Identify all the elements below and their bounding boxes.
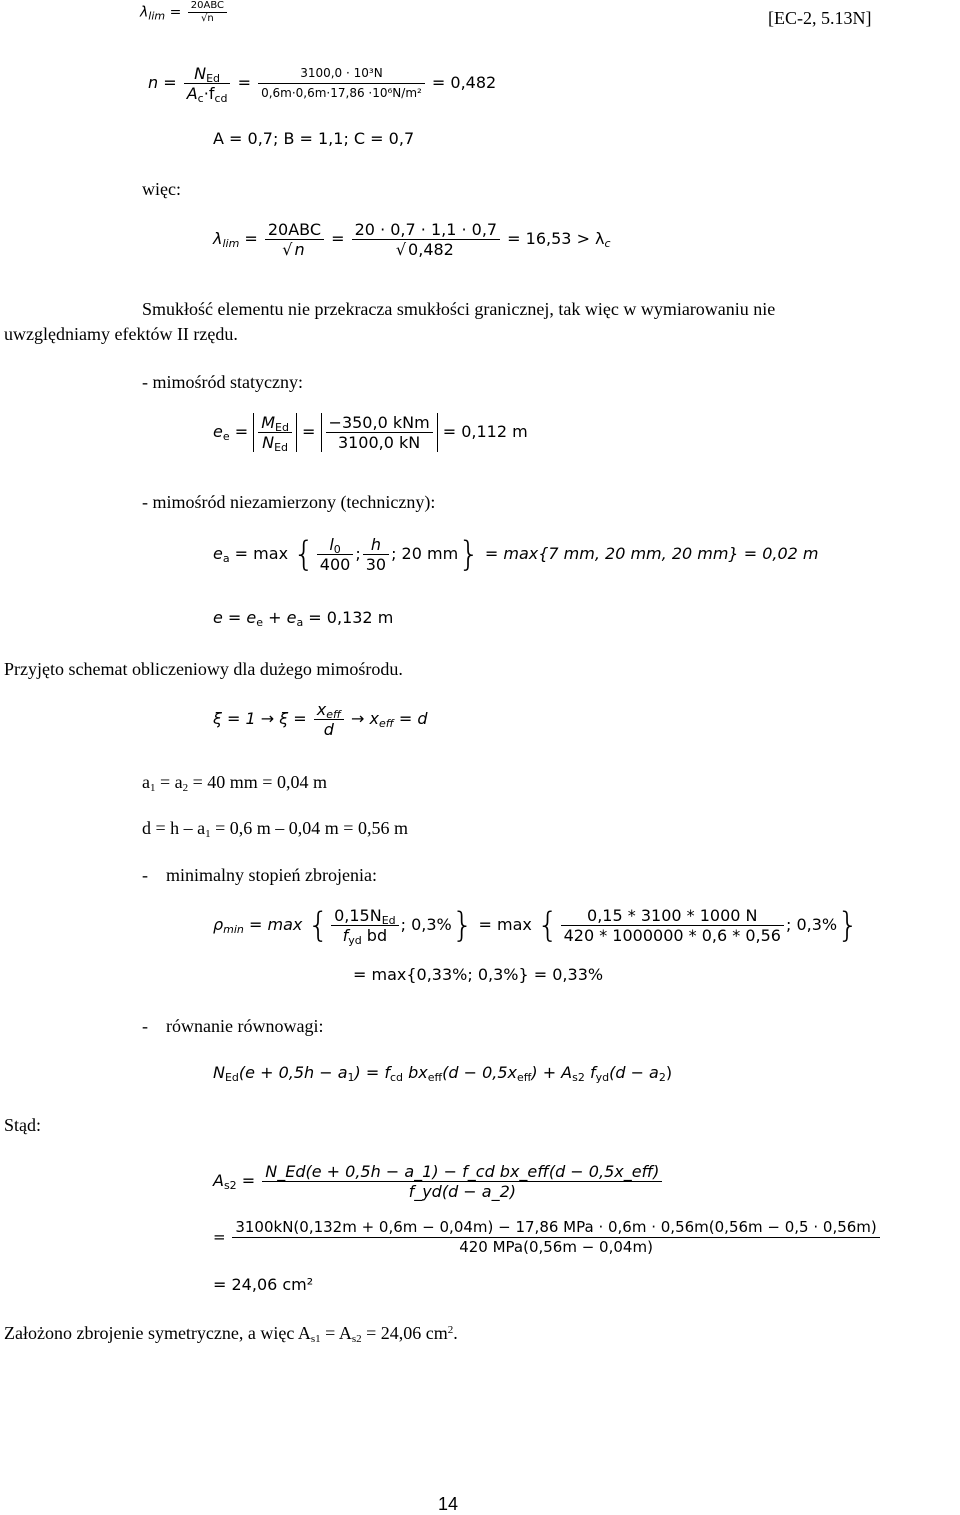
rho-min-equation: $\rho_{min} = \max$ { $\frac{0,15N_{Ed}}{f_{yd} bd}$ ; 0,3%} = max { $\frac{0,15 * 3100 * 1000 N}{420 * 1000000 * 0,6 * 0,56}$ ; 0,3%} (213, 905, 859, 947)
effective-depth-line: $d = h - a_1 = 0,6$ m – 0,04 m = 0,56 m (142, 818, 408, 840)
ee-equation: $e_e$ = $\frac{M_{Ed}}{N_{Ed}}$ = $\frac{\text{−350,0 kNm}}{3100,0 kN}$ = 0,112 m (213, 413, 528, 454)
as2-result: = 24,06 cm² (213, 1275, 314, 1294)
as2-formula: $A_{s2}$ = $\frac{\text{N\_Ed(e + 0,5h − a\_1) − f\_cd bx\_eff(d − 0,5x\_eff)}}{f\_yd(d - a\_2)}$ (213, 1162, 664, 1201)
e-total-equation: $e = e_e + e_a = 0,132$ m (213, 608, 394, 629)
slenderness-paragraph-line2: uwzględniamy efektów II rzędu. (4, 324, 238, 344)
ec2-reference: [EC-2, 5.13N] (768, 8, 872, 28)
n-equation: n = $\frac{N_{Ed}}{A_c\cdot f_{cd}}$ = $\frac{\text{3100,0 · 10³N}}{\text{0,6m·0,6m·17,86 ·10⁶N/m²}}$ = 0,482 (148, 64, 497, 105)
scheme-sentence: Przyjęto schemat obliczeniowy dla dużego mimośrodu. (4, 659, 403, 679)
ea-equation: $e_a = \max$ { $\frac{l_0}{400}$ ; $\frac{h}{30}$ ; 20 mm} = max{7 mm, 20 mm, 20 mm} = 0,02 m (213, 534, 819, 575)
wiec-label: więc: (142, 179, 181, 199)
min-reinforcement-label: - minimalny stopień zbrojenia: (142, 865, 377, 885)
equilibrium-label: - równanie równowagi: (142, 1016, 324, 1036)
rho-min-result: = max{0,33%; 0,3%} = 0,33% (353, 965, 604, 984)
accidental-eccentricity-label: - mimośród niezamierzony (techniczny): (142, 492, 436, 512)
equilibrium-equation: $N_{Ed}(e + 0,5h - a_1) = f_{cd}$ $bx_{eff}(d - 0,5x_{eff}) + A_{s2}$ $f_{yd}(d - a_2)$ (213, 1063, 673, 1084)
abc-coefficients: A = 0,7; B = 1,1; C = 0,7 (213, 129, 415, 148)
xi-equation: ξ = 1 → ξ = $\frac{x_{eff}}{d}$ → $x_{eff} = d$ (213, 700, 428, 739)
lambda-lim-definition: $\lambda_{lim}$ = $\frac{\text{20ABC}}{√n}$ (140, 0, 229, 25)
as2-substitution: = 3100kN(0,132m + 0,6m − 0,04m) − 17,86 MPa · 0,6m · 0,56m(0,56m − 0,5 · 0,56m) 420 MPa(0,56m − 0,04m) (213, 1218, 882, 1257)
lambda-lim-calculation: $\lambda_{lim}$ = $\frac{\text{20ABC}}{√ n}$ = $\frac{20 \cdot 0,7 \cdot 1,1 \cdot 0,7}{√ 0,482}$ = $16,53 > \lambda_c$ (213, 220, 611, 259)
page-number: 14 (438, 1494, 459, 1514)
stad-label: Stąd: (4, 1115, 42, 1135)
slenderness-paragraph-line1: Smukłość elementu nie przekracza smukłości granicznej, tak więc w wymiarowaniu nie (142, 299, 776, 319)
symmetric-reinforcement-sentence: Założono zbrojenie symetryczne, a więc $A_{s1} = A_{s2} = 24,06$ $cm^2$. (4, 1323, 458, 1345)
static-eccentricity-label: - mimośród statyczny: (142, 372, 303, 392)
cover-distance-line: $a_1 = a_2 = 40$ mm = 0,04 m (142, 772, 327, 794)
